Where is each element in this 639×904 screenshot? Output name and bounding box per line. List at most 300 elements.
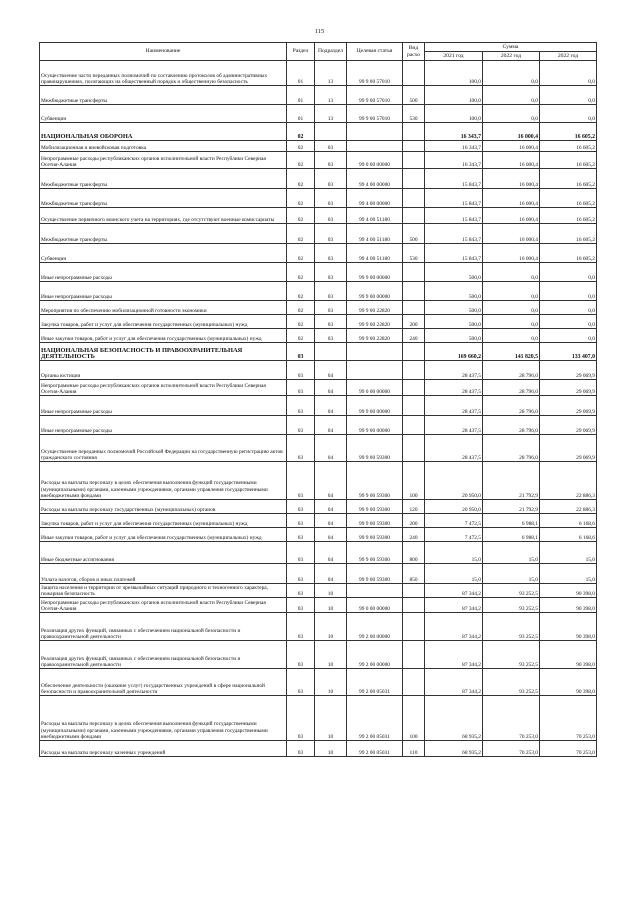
- row-sum-2021: 68 935,2: [425, 696, 483, 741]
- row-name: Мероприятия по обеспечению мобилизационной готовности экономики: [40, 301, 287, 315]
- row-expense-type: 530: [403, 244, 425, 263]
- row-sum-2022: 0,0: [483, 105, 540, 123]
- row-subsection: 03: [315, 263, 347, 282]
- budget-table: [39, 42, 597, 757]
- row-subsection: 03: [315, 189, 347, 208]
- row-expense-type: [403, 669, 425, 696]
- row-sum-2022: 70 253,0: [483, 741, 540, 757]
- table-body: [40, 61, 597, 757]
- row-subsection: 10: [315, 584, 347, 598]
- row-sum-2023: 29 069,9: [540, 361, 597, 380]
- row-sum-2021: 16 343,7: [425, 123, 483, 141]
- row-expense-type: [403, 152, 425, 169]
- table-row: [40, 696, 597, 741]
- row-expense-type: [403, 169, 425, 189]
- row-sum-2023: 29 069,9: [540, 435, 597, 462]
- row-sum-2023: 0,0: [540, 315, 597, 329]
- row-expense-type: 110: [403, 741, 425, 757]
- row-expense-type: 240: [403, 528, 425, 542]
- row-section: 03: [287, 416, 315, 435]
- row-name: Осуществление части переданных полномочий по составлению протоколов об административных правонарушениях, посягающих на общественный порядок и общественную безопасность: [40, 61, 287, 86]
- row-sum-2022: 28 796,0: [483, 396, 540, 416]
- row-sum-2022: 0,0: [483, 315, 540, 329]
- row-section: 03: [287, 462, 315, 500]
- row-expense-type: [403, 301, 425, 315]
- row-section: 03: [287, 435, 315, 462]
- row-sum-2021: 28 437,5: [425, 435, 483, 462]
- row-section: 03: [287, 380, 315, 396]
- row-subsection: 03: [315, 244, 347, 263]
- row-subsection: [315, 123, 347, 141]
- row-name: Защита населения и территории от чрезвычайных ситуаций природного и техногенного характера, пожарная безопасность: [40, 584, 287, 598]
- row-sum-2021: 28 437,5: [425, 380, 483, 396]
- row-expense-type: 200: [403, 514, 425, 528]
- row-target-article: 99 9 00 22820: [347, 329, 403, 343]
- row-name: Субвенции: [40, 244, 287, 263]
- row-sum-2021: 500,0: [425, 329, 483, 343]
- row-sum-2023: 16 605,2: [540, 141, 597, 152]
- row-sum-2023: 0,0: [540, 61, 597, 86]
- row-target-article: 99 9 00 59300: [347, 500, 403, 514]
- row-subsection: 04: [315, 435, 347, 462]
- row-sum-2022: 6 988,1: [483, 514, 540, 528]
- table-row: [40, 189, 597, 208]
- row-sum-2021: 87 344,2: [425, 584, 483, 598]
- table-row: [40, 435, 597, 462]
- row-sum-2023: 70 253,0: [540, 696, 597, 741]
- row-sum-2022: 21 792,9: [483, 500, 540, 514]
- row-name: Межбюджетные трансферты: [40, 224, 287, 244]
- row-target-article: 99 9 00 59300: [347, 462, 403, 500]
- page-number: 115: [314, 28, 325, 35]
- row-subsection: 04: [315, 380, 347, 396]
- row-sum-2021: 500,0: [425, 282, 483, 301]
- row-sum-2023: 6 168,6: [540, 528, 597, 542]
- row-name: Непрограммные расходы республиканских органов исполнительной власти Республики Северная Осетия-Алания: [40, 598, 287, 613]
- row-target-article: 99 9 00 22820: [347, 301, 403, 315]
- row-sum-2023: 29 069,9: [540, 416, 597, 435]
- table-row: [40, 61, 597, 86]
- row-name: Иные непрограммные расходы: [40, 416, 287, 435]
- row-name: Реализация других функций, связанных с обеспечением национальной безопасности и правоохранительной деятельности: [40, 613, 287, 641]
- row-target-article: [347, 123, 403, 141]
- row-sum-2021: 87 344,2: [425, 669, 483, 696]
- row-target-article: 99 4 00 51180: [347, 208, 403, 224]
- row-subsection: 04: [315, 462, 347, 500]
- row-section: 03: [287, 361, 315, 380]
- row-expense-type: 530: [403, 105, 425, 123]
- row-sum-2022: 0,0: [483, 329, 540, 343]
- row-sum-2022: 15,0: [483, 564, 540, 584]
- row-sum-2023: 90 398,0: [540, 669, 597, 696]
- row-target-article: 99 9 00 00000: [347, 416, 403, 435]
- row-expense-type: 500: [403, 86, 425, 105]
- table-row: [40, 315, 597, 329]
- row-expense-type: 240: [403, 329, 425, 343]
- header-target-article: Целевая статья: [347, 43, 403, 61]
- row-sum-2021: 87 344,2: [425, 613, 483, 641]
- row-sum-2022: 0,0: [483, 282, 540, 301]
- row-expense-type: [403, 584, 425, 598]
- row-section: 01: [287, 61, 315, 86]
- row-sum-2021: 500,0: [425, 301, 483, 315]
- row-sum-2023: 0,0: [540, 282, 597, 301]
- row-sum-2021: 15 843,7: [425, 169, 483, 189]
- row-section: 03: [287, 500, 315, 514]
- row-name: Межбюджетные трансферты: [40, 169, 287, 189]
- row-subsection: 03: [315, 282, 347, 301]
- table-row: [40, 208, 597, 224]
- row-expense-type: [403, 613, 425, 641]
- header-expense-type: Вид расхо: [403, 43, 425, 61]
- row-expense-type: 500: [403, 224, 425, 244]
- row-sum-2021: 28 437,5: [425, 396, 483, 416]
- row-expense-type: [403, 435, 425, 462]
- row-sum-2022: 16 000,4: [483, 244, 540, 263]
- row-target-article: [347, 141, 403, 152]
- table-row: [40, 613, 597, 641]
- table-row: [40, 380, 597, 396]
- row-subsection: 03: [315, 301, 347, 315]
- row-expense-type: 100: [403, 696, 425, 741]
- row-sum-2023: 0,0: [540, 105, 597, 123]
- row-expense-type: [403, 282, 425, 301]
- row-expense-type: 850: [403, 564, 425, 584]
- row-expense-type: [403, 343, 425, 361]
- row-target-article: 99 9 00 00000: [347, 396, 403, 416]
- row-section: 03: [287, 542, 315, 564]
- table-row: [40, 416, 597, 435]
- row-sum-2021: 7 472,5: [425, 514, 483, 528]
- row-subsection: 03: [315, 141, 347, 152]
- row-sum-2023: 90 398,0: [540, 613, 597, 641]
- header-subsection: Подраздел: [315, 43, 347, 61]
- row-sum-2023: 90 398,0: [540, 641, 597, 669]
- table-row: [40, 329, 597, 343]
- table-row: [40, 282, 597, 301]
- row-sum-2023: 16 605,2: [540, 152, 597, 169]
- row-target-article: 99 2 00 00000: [347, 613, 403, 641]
- row-sum-2021: 28 437,5: [425, 361, 483, 380]
- table-row: [40, 105, 597, 123]
- row-target-article: 99 2 00 05031: [347, 669, 403, 696]
- row-section: 02: [287, 208, 315, 224]
- row-sum-2021: 500,0: [425, 315, 483, 329]
- row-subsection: 04: [315, 361, 347, 380]
- row-expense-type: [403, 61, 425, 86]
- row-sum-2023: 6 168,6: [540, 514, 597, 528]
- row-target-article: [347, 343, 403, 361]
- row-name: Межбюджетные трансферты: [40, 86, 287, 105]
- row-section: 02: [287, 282, 315, 301]
- row-section: 02: [287, 263, 315, 282]
- header-section: Раздел: [287, 43, 315, 61]
- row-sum-2023: 90 398,0: [540, 598, 597, 613]
- row-section: 03: [287, 669, 315, 696]
- table-row: [40, 224, 597, 244]
- table-row: [40, 361, 597, 380]
- table-row: [40, 598, 597, 613]
- row-sum-2023: 16 605,2: [540, 123, 597, 141]
- row-subsection: 13: [315, 61, 347, 86]
- row-target-article: 99 9 00 59300: [347, 514, 403, 528]
- row-sum-2022: 28 796,0: [483, 361, 540, 380]
- row-sum-2021: 100,0: [425, 105, 483, 123]
- row-target-article: 99 9 00 59300: [347, 435, 403, 462]
- row-name: Закупка товаров, работ и услуг для обеспечения государственных (муниципальных) нужд: [40, 514, 287, 528]
- row-section: 03: [287, 641, 315, 669]
- row-sum-2022: 93 252,5: [483, 641, 540, 669]
- header-year-2023: 2022 год: [540, 52, 597, 61]
- row-sum-2022: 93 252,5: [483, 669, 540, 696]
- row-sum-2021: 15 843,7: [425, 244, 483, 263]
- row-sum-2021: 15,0: [425, 542, 483, 564]
- row-sum-2021: 100,0: [425, 61, 483, 86]
- row-section: 02: [287, 315, 315, 329]
- row-sum-2023: 22 886,3: [540, 500, 597, 514]
- table-row: [40, 86, 597, 105]
- row-expense-type: [403, 208, 425, 224]
- row-subsection: 03: [315, 152, 347, 169]
- row-section: 01: [287, 105, 315, 123]
- row-sum-2023: 16 605,2: [540, 244, 597, 263]
- row-target-article: 99 9 00 57010: [347, 61, 403, 86]
- row-target-article: 99 9 00 00000: [347, 263, 403, 282]
- row-sum-2021: 68 935,2: [425, 741, 483, 757]
- row-target-article: 99 0 00 00000: [347, 152, 403, 169]
- row-subsection: 10: [315, 613, 347, 641]
- row-sum-2023: 16 605,2: [540, 169, 597, 189]
- row-section: 03: [287, 514, 315, 528]
- table-row: [40, 641, 597, 669]
- row-sum-2023: 16 605,2: [540, 208, 597, 224]
- table-row: [40, 343, 597, 361]
- row-section: 02: [287, 152, 315, 169]
- row-target-article: 99 9 00 57010: [347, 105, 403, 123]
- row-sum-2023: 133 407,0: [540, 343, 597, 361]
- row-name: Иные бюджетные ассигнования: [40, 542, 287, 564]
- row-name: Иные закупки товаров, работ и услуг для обеспечения государственных (муниципальных) нужд: [40, 329, 287, 343]
- row-sum-2021: 20 950,0: [425, 500, 483, 514]
- row-sum-2022: 93 252,5: [483, 598, 540, 613]
- row-name: Субвенции: [40, 105, 287, 123]
- row-expense-type: [403, 141, 425, 152]
- row-sum-2023: 16 605,2: [540, 189, 597, 208]
- row-sum-2022: 0,0: [483, 301, 540, 315]
- row-target-article: 99 2 00 00000: [347, 641, 403, 669]
- row-subsection: 04: [315, 416, 347, 435]
- row-sum-2022: 21 792,9: [483, 462, 540, 500]
- row-section: 03: [287, 584, 315, 598]
- row-expense-type: 200: [403, 315, 425, 329]
- table-row: [40, 500, 597, 514]
- row-target-article: [347, 584, 403, 598]
- row-sum-2022: 0,0: [483, 86, 540, 105]
- row-section: 03: [287, 696, 315, 741]
- row-section: 03: [287, 613, 315, 641]
- row-expense-type: 120: [403, 500, 425, 514]
- row-name: Непрограммные расходы республиканских органов исполнительной власти Республики Северная Осетия-Алания: [40, 152, 287, 169]
- row-sum-2022: 16 000,4: [483, 189, 540, 208]
- row-target-article: 99 2 00 05031: [347, 696, 403, 741]
- row-sum-2022: 28 796,0: [483, 380, 540, 396]
- table-row: [40, 152, 597, 169]
- header-year-2021: 2021 год: [425, 52, 483, 61]
- row-sum-2021: 7 472,5: [425, 528, 483, 542]
- header-name: Наименование: [40, 43, 287, 61]
- row-section: 02: [287, 244, 315, 263]
- row-subsection: 10: [315, 669, 347, 696]
- table-row: [40, 669, 597, 696]
- row-subsection: 04: [315, 528, 347, 542]
- row-sum-2022: 28 796,0: [483, 416, 540, 435]
- row-subsection: 03: [315, 224, 347, 244]
- row-sum-2021: 16 343,7: [425, 141, 483, 152]
- row-name: Реализация других функций, связанных с обеспечением национальной безопасности и правоохранительной деятельности: [40, 641, 287, 669]
- row-sum-2021: 87 344,2: [425, 598, 483, 613]
- row-sum-2021: 15 843,7: [425, 189, 483, 208]
- row-section: 02: [287, 141, 315, 152]
- table-row: [40, 123, 597, 141]
- row-section: 03: [287, 528, 315, 542]
- row-target-article: 99 4 00 00000: [347, 169, 403, 189]
- row-expense-type: [403, 361, 425, 380]
- row-sum-2022: 15,0: [483, 542, 540, 564]
- row-subsection: 03: [315, 329, 347, 343]
- row-section: 03: [287, 564, 315, 584]
- row-subsection: [315, 343, 347, 361]
- row-name: Иные непрограммные расходы: [40, 263, 287, 282]
- row-section: 01: [287, 86, 315, 105]
- row-expense-type: [403, 263, 425, 282]
- row-subsection: 04: [315, 396, 347, 416]
- row-sum-2022: 16 000,4: [483, 123, 540, 141]
- row-target-article: 99 4 00 51180: [347, 224, 403, 244]
- row-section: 02: [287, 123, 315, 141]
- row-subsection: 13: [315, 86, 347, 105]
- row-subsection: 04: [315, 564, 347, 584]
- row-section: 02: [287, 301, 315, 315]
- table-row: [40, 514, 597, 528]
- row-subsection: 04: [315, 542, 347, 564]
- row-expense-type: [403, 123, 425, 141]
- row-sum-2023: 29 069,9: [540, 380, 597, 396]
- row-sum-2022: 16 000,4: [483, 152, 540, 169]
- row-expense-type: [403, 641, 425, 669]
- table-row: [40, 741, 597, 757]
- row-name: Расходы на выплаты персоналу государственных (муниципальных) органов: [40, 500, 287, 514]
- row-subsection: 03: [315, 315, 347, 329]
- table-row: [40, 396, 597, 416]
- row-sum-2021: 20 950,0: [425, 462, 483, 500]
- row-target-article: 99 9 00 22820: [347, 315, 403, 329]
- row-name: Расходы на выплаты персоналу казенных учреждений: [40, 741, 287, 757]
- row-expense-type: [403, 380, 425, 396]
- row-subsection: 04: [315, 514, 347, 528]
- row-name: Непрограммные расходы республиканских органов исполнительной власти Республики Северная Осетия-Алания: [40, 380, 287, 396]
- row-target-article: [347, 361, 403, 380]
- row-sum-2023: 90 398,0: [540, 584, 597, 598]
- row-sum-2023: 29 069,9: [540, 396, 597, 416]
- header-year-2022: 2022 год: [483, 52, 540, 61]
- table-row: [40, 301, 597, 315]
- row-target-article: 99 0 00 00000: [347, 598, 403, 613]
- row-section: 02: [287, 224, 315, 244]
- row-expense-type: [403, 416, 425, 435]
- row-sum-2023: 0,0: [540, 263, 597, 282]
- row-sum-2022: 6 988,1: [483, 528, 540, 542]
- row-sum-2022: 0,0: [483, 263, 540, 282]
- row-sum-2022: 16 000,4: [483, 224, 540, 244]
- row-target-article: 99 0 00 00000: [347, 380, 403, 396]
- row-sum-2021: 16 343,7: [425, 152, 483, 169]
- header-sum: Сумма: [425, 43, 597, 52]
- table-row: [40, 584, 597, 598]
- row-expense-type: [403, 396, 425, 416]
- row-target-article: 99 9 00 00000: [347, 282, 403, 301]
- row-target-article: 99 4 00 00000: [347, 189, 403, 208]
- row-name: Иные закупки товаров, работ и услуг для обеспечения государственных (муниципальных) нужд: [40, 528, 287, 542]
- row-section: 03: [287, 741, 315, 757]
- row-target-article: 99 9 00 59300: [347, 528, 403, 542]
- row-sum-2022: 0,0: [483, 61, 540, 86]
- row-name: Обеспечение деятельности (оказание услуг) государственных учреждений в сфере национальной безопасности и правоохранительной деятельности: [40, 669, 287, 696]
- row-expense-type: [403, 189, 425, 208]
- row-name: Осуществление первичного воинского учета на территориях, где отсутствуют военные комиссариаты: [40, 208, 287, 224]
- row-sum-2022: 93 252,5: [483, 584, 540, 598]
- row-sum-2023: 22 886,3: [540, 462, 597, 500]
- row-sum-2021: 87 344,2: [425, 641, 483, 669]
- row-sum-2023: 0,0: [540, 329, 597, 343]
- row-sum-2023: 0,0: [540, 301, 597, 315]
- row-name: НАЦИОНАЛЬНАЯ БЕЗОПАСНОСТЬ И ПРАВООХРАНИТЕЛЬНАЯ ДЕЯТЕЛЬНОСТЬ: [40, 343, 287, 361]
- row-subsection: 03: [315, 169, 347, 189]
- row-section: 02: [287, 169, 315, 189]
- row-target-article: 99 9 00 59300: [347, 564, 403, 584]
- row-name: Иные непрограммные расходы: [40, 282, 287, 301]
- row-section: 02: [287, 189, 315, 208]
- table-row: [40, 542, 597, 564]
- table-row: [40, 564, 597, 584]
- table-row: [40, 462, 597, 500]
- row-name: Мобилизационная и вневойсковая подготовка: [40, 141, 287, 152]
- row-section: 03: [287, 343, 315, 361]
- row-sum-2023: 16 605,2: [540, 224, 597, 244]
- row-sum-2021: 28 437,5: [425, 416, 483, 435]
- row-section: 03: [287, 598, 315, 613]
- row-name: Органы юстиции: [40, 361, 287, 380]
- row-sum-2022: 93 252,5: [483, 613, 540, 641]
- row-sum-2021: 15 843,7: [425, 208, 483, 224]
- row-name: Расходы на выплаты персоналу в целях обеспечения выполнения функций государственными (муниципальными) органами, казенными учреждениями, органами управления государственными внебюджетными фондами: [40, 696, 287, 741]
- row-name: Осуществление переданных полномочий Российской Федерации на государственную регистрацию актов гражданского состояния: [40, 435, 287, 462]
- row-name: НАЦИОНАЛЬНАЯ ОБОРОНА: [40, 123, 287, 141]
- row-sum-2022: 141 820,5: [483, 343, 540, 361]
- row-subsection: 10: [315, 741, 347, 757]
- row-sum-2022: 16 000,4: [483, 208, 540, 224]
- table-header: [40, 43, 597, 61]
- row-sum-2023: 0,0: [540, 86, 597, 105]
- row-section: 03: [287, 396, 315, 416]
- row-sum-2022: 16 000,4: [483, 141, 540, 152]
- row-sum-2023: 70 253,0: [540, 741, 597, 757]
- table-row: [40, 169, 597, 189]
- row-name: Расходы на выплаты персоналу в целях обеспечения выполнения функций государственными (муниципальными) органами, казенными учреждениями, органами управления государственными внебюджетными фондами: [40, 462, 287, 500]
- row-sum-2022: 70 253,0: [483, 696, 540, 741]
- table-row: [40, 263, 597, 282]
- row-sum-2021: 15 843,7: [425, 224, 483, 244]
- row-sum-2021: 169 660,2: [425, 343, 483, 361]
